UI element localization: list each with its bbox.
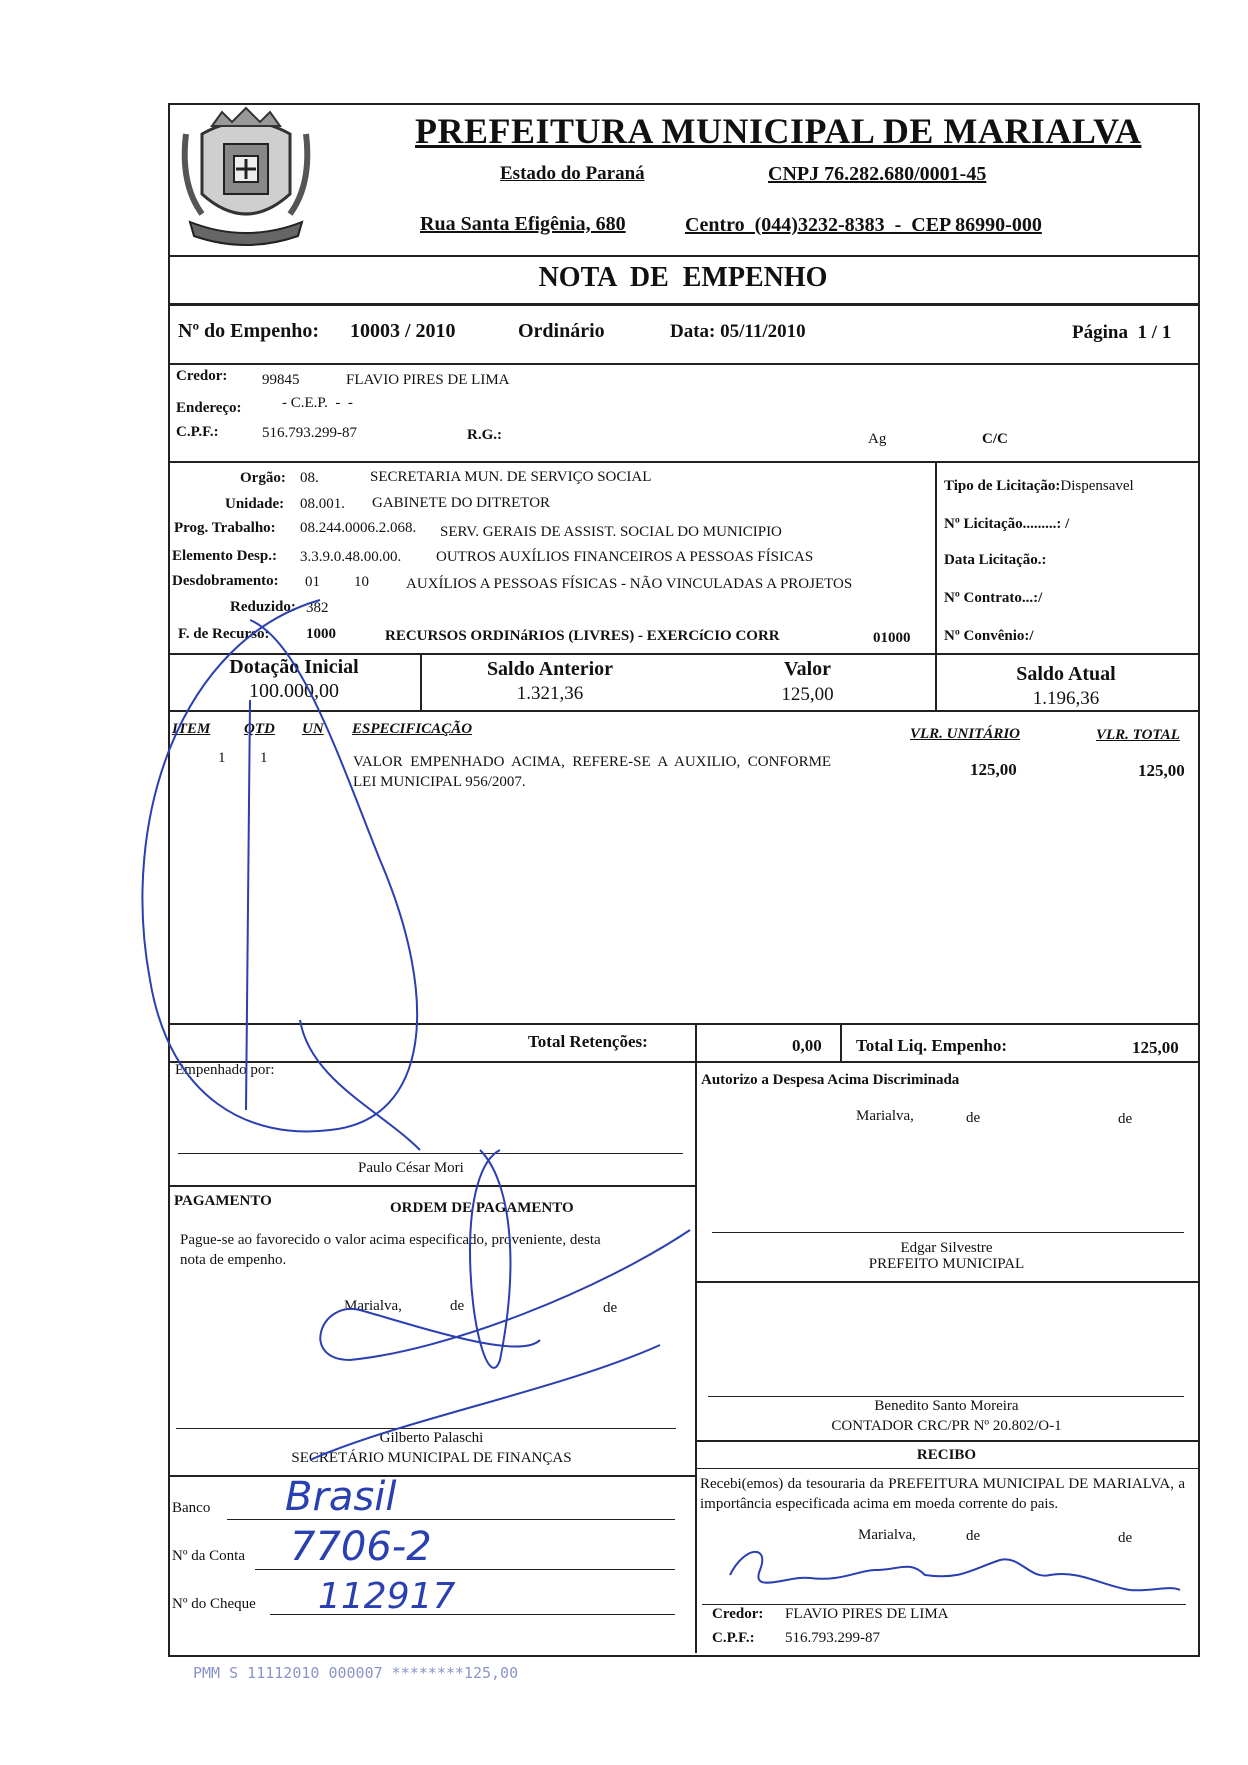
recurso-code-2: 01000 <box>873 630 911 646</box>
prog-name: SERV. GERAIS DE ASSIST. SOCIAL DO MUNICIPIO <box>440 524 782 540</box>
col-header-item: ITEM <box>172 721 211 737</box>
recurso-code: 1000 <box>306 626 336 642</box>
autorizo-day-sep: de <box>966 1110 981 1126</box>
divider <box>168 1185 695 1187</box>
valor-label: Valor <box>783 658 832 680</box>
table-row <box>170 750 1190 800</box>
conta-value: 7706-2 <box>290 1524 432 1570</box>
divider <box>168 363 1198 365</box>
licitacao-data: Data Licitação.: <box>944 552 1047 568</box>
page-title: PREFEITURA MUNICIPAL DE MARIALVA <box>415 111 1142 151</box>
orgao-code: 08. <box>300 470 319 486</box>
divider <box>695 1061 697 1653</box>
licitacao-tipo-value: Dispensavel <box>1060 478 1134 494</box>
divider <box>168 1475 695 1477</box>
credor-name: FLAVIO PIRES DE LIMA <box>346 372 510 388</box>
divider <box>695 1281 1198 1283</box>
orgao-label: Orgão: <box>240 470 286 486</box>
desdobramento-code-2: 10 <box>354 574 369 590</box>
signature-line <box>178 1153 683 1154</box>
cnpj-label: CNPJ 76.282.680/0001-45 <box>768 163 987 185</box>
recurso-name: RECURSOS ORDINáRIOS (LIVRES) - EXERCíCIO CORR <box>385 628 780 644</box>
col-header-vlr-total: VLR. TOTAL <box>1096 727 1180 743</box>
page-number: Página 1 / 1 <box>1072 322 1172 343</box>
state-label: Estado do Paraná <box>500 163 645 184</box>
signature-line <box>702 1604 1186 1605</box>
document-title: NOTA DE EMPENHO <box>538 262 828 293</box>
cpf-value: 516.793.299-87 <box>262 425 357 441</box>
item-qtd: 1 <box>260 750 268 766</box>
divider <box>935 461 937 653</box>
unidade-label: Unidade: <box>225 496 285 512</box>
recurso-label: F. de Recurso: <box>178 626 270 642</box>
item-number: 1 <box>218 750 226 766</box>
divider <box>695 1468 1198 1469</box>
cpf-label: C.P.F.: <box>176 424 219 440</box>
recibo-cpf-label: C.P.F.: <box>712 1630 755 1646</box>
licitacao-tipo-label <box>944 478 1134 495</box>
prog-label: Prog. Trabalho: <box>174 520 276 536</box>
col-header-qtd: QTD <box>244 721 275 737</box>
elemento-name: OUTROS AUXÍLIOS FINANCEIROS A PESSOAS FÍSICAS <box>436 549 814 565</box>
divider <box>168 1023 1198 1025</box>
endereco-value: - C.E.P. - - <box>282 395 353 411</box>
divider <box>168 461 1198 463</box>
cheque-label: Nº do Cheque <box>172 1596 256 1612</box>
dotacao-label: Dotação Inicial <box>229 656 359 678</box>
total-liquido-value: 125,00 <box>1132 1038 1179 1057</box>
retencoes-label: Total Retenções: <box>528 1032 648 1051</box>
empenhado-por-label: Empenhado por: <box>175 1062 275 1078</box>
elemento-label: Elemento Desp.: <box>172 548 277 564</box>
contador-title: CONTADOR CRC/PR Nº 20.802/O-1 <box>831 1418 1062 1434</box>
prog-code: 08.244.0006.2.068. <box>300 520 417 536</box>
dotacao-value: 100.000,00 <box>249 680 339 702</box>
recibo-credor-label: Credor: <box>712 1606 764 1622</box>
item-vlr-total: 125,00 <box>1138 761 1185 780</box>
saldo-anterior-label: Saldo Anterior <box>486 658 614 680</box>
item-spec-line-1: VALOR EMPENHADO ACIMA, REFERE-SE A AUXILIO, CONFORME <box>353 754 832 770</box>
total-liquido-label: Total Liq. Empenho: <box>856 1036 1007 1055</box>
recibo-city: Marialva, <box>858 1527 916 1543</box>
cheque-value: 112917 <box>318 1576 456 1617</box>
credor-code: 99845 <box>262 372 300 388</box>
coat-of-arms-icon <box>172 104 320 252</box>
saldo-atual-label: Saldo Atual <box>1016 663 1116 685</box>
divider <box>168 710 1198 712</box>
empenho-date: Data: 05/11/2010 <box>670 321 806 342</box>
licitacao-tipo: Tipo de Licitação: <box>944 478 1061 494</box>
unidade-name: GABINETE DO DITRETOR <box>372 495 551 511</box>
empenhado-signer: Paulo César Mori <box>358 1160 464 1176</box>
divider <box>168 303 1198 306</box>
recibo-credor-name: FLAVIO PIRES DE LIMA <box>785 1606 949 1622</box>
col-header-especificacao: ESPECIFICAÇÃO <box>352 721 473 737</box>
prefeito-title: PREFEITO MUNICIPAL <box>868 1256 1025 1272</box>
cc-label: C/C <box>982 431 1008 447</box>
conta-label: Nº da Conta <box>172 1548 245 1564</box>
divider <box>840 1023 842 1061</box>
valor-value: 125,00 <box>781 684 834 705</box>
divider <box>168 1061 1198 1063</box>
divider <box>695 1023 697 1061</box>
secretario-name: Gilberto Palaschi <box>379 1430 484 1446</box>
footer-stamp: PMM S 11112010 000007 ********125,00 <box>193 1664 519 1682</box>
recibo-month-sep: de <box>1118 1530 1133 1546</box>
item-vlr-unitario: 125,00 <box>970 760 1017 779</box>
address-label: Rua Santa Efigênia, 680 <box>420 213 626 235</box>
banco-label: Banco <box>172 1500 211 1516</box>
autorizo-label: Autorizo a Despesa Acima Discriminada <box>701 1072 960 1088</box>
divider <box>168 653 1198 655</box>
pagamento-day-sep: de <box>450 1298 465 1314</box>
licitacao-numero: Nº Licitação.........: / <box>944 516 1070 532</box>
convenio-number: Nº Convênio:/ <box>944 628 1034 644</box>
empenho-label: Nº do Empenho: <box>178 320 320 342</box>
contrato-number: Nº Contrato...:/ <box>944 590 1043 606</box>
signature-line <box>708 1396 1184 1397</box>
reduzido-label: Reduzido: <box>230 599 296 615</box>
endereco-label: Endereço: <box>176 400 242 416</box>
recibo-cpf-value: 516.793.299-87 <box>785 1630 880 1646</box>
rg-label: R.G.: <box>467 427 502 443</box>
retencoes-value: 0,00 <box>792 1036 822 1055</box>
pague-se-line-2: nota de empenho. <box>180 1252 287 1268</box>
col-header-un: UN <box>302 721 324 737</box>
orgao-name: SECRETARIA MUN. DE SERVIÇO SOCIAL <box>370 469 652 485</box>
credor-label: Credor: <box>176 368 228 384</box>
autorizo-city: Marialva, <box>856 1108 914 1124</box>
saldo-atual-value: 1.196,36 <box>1032 688 1100 709</box>
desdobramento-code-1: 01 <box>305 574 320 590</box>
prefeito-name: Edgar Silvestre <box>900 1240 993 1256</box>
saldo-anterior-value: 1.321,36 <box>516 683 584 704</box>
pagamento-city: Marialva, <box>344 1298 402 1314</box>
desdobramento-label: Desdobramento: <box>172 573 279 589</box>
secretario-title: SECRETÁRIO MUNICIPAL DE FINANÇAS <box>291 1450 572 1466</box>
municipal-coat-of-arms <box>172 104 320 252</box>
col-header-vlr-unitario: VLR. UNITÁRIO <box>910 726 1021 742</box>
divider <box>168 255 1198 257</box>
empenho-type: Ordinário <box>518 320 605 342</box>
recibo-title: RECIBO <box>916 1447 977 1463</box>
recibo-text: Recebi(emos) da tesouraria da PREFEITURA MUNICIPAL DE MARIALVA, a importância especificada acima em moeda corrente do pais. <box>700 1476 1185 1512</box>
ordem-pagamento-label: ORDEM DE PAGAMENTO <box>390 1200 574 1216</box>
ag-label: Ag <box>868 431 887 447</box>
pague-se-line-1: Pague-se ao favorecido o valor acima especificado, proveniente, desta <box>180 1232 601 1248</box>
unidade-code: 08.001. <box>300 496 345 512</box>
pagamento-month-sep: de <box>603 1300 618 1316</box>
signature-line <box>712 1232 1184 1233</box>
item-spec-line-2: LEI MUNICIPAL 956/2007. <box>353 774 526 790</box>
pagamento-label: PAGAMENTO <box>174 1193 272 1209</box>
empenho-number: 10003 / 2010 <box>350 320 456 342</box>
signature-line <box>176 1428 676 1429</box>
elemento-code: 3.3.9.0.48.00.00. <box>300 549 402 565</box>
address-detail: Centro (044)3232-8383 - CEP 86990-000 <box>685 214 1042 236</box>
reduzido-value: 382 <box>306 600 329 616</box>
autorizo-month-sep: de <box>1118 1111 1133 1127</box>
divider <box>695 1440 1198 1442</box>
contador-name: Benedito Santo Moreira <box>874 1398 1019 1414</box>
desdobramento-name: AUXÍLIOS A PESSOAS FÍSICAS - NÃO VINCULADAS A PROJETOS <box>406 576 853 592</box>
banco-value: Brasil <box>285 1474 397 1520</box>
recibo-day-sep: de <box>966 1528 981 1544</box>
